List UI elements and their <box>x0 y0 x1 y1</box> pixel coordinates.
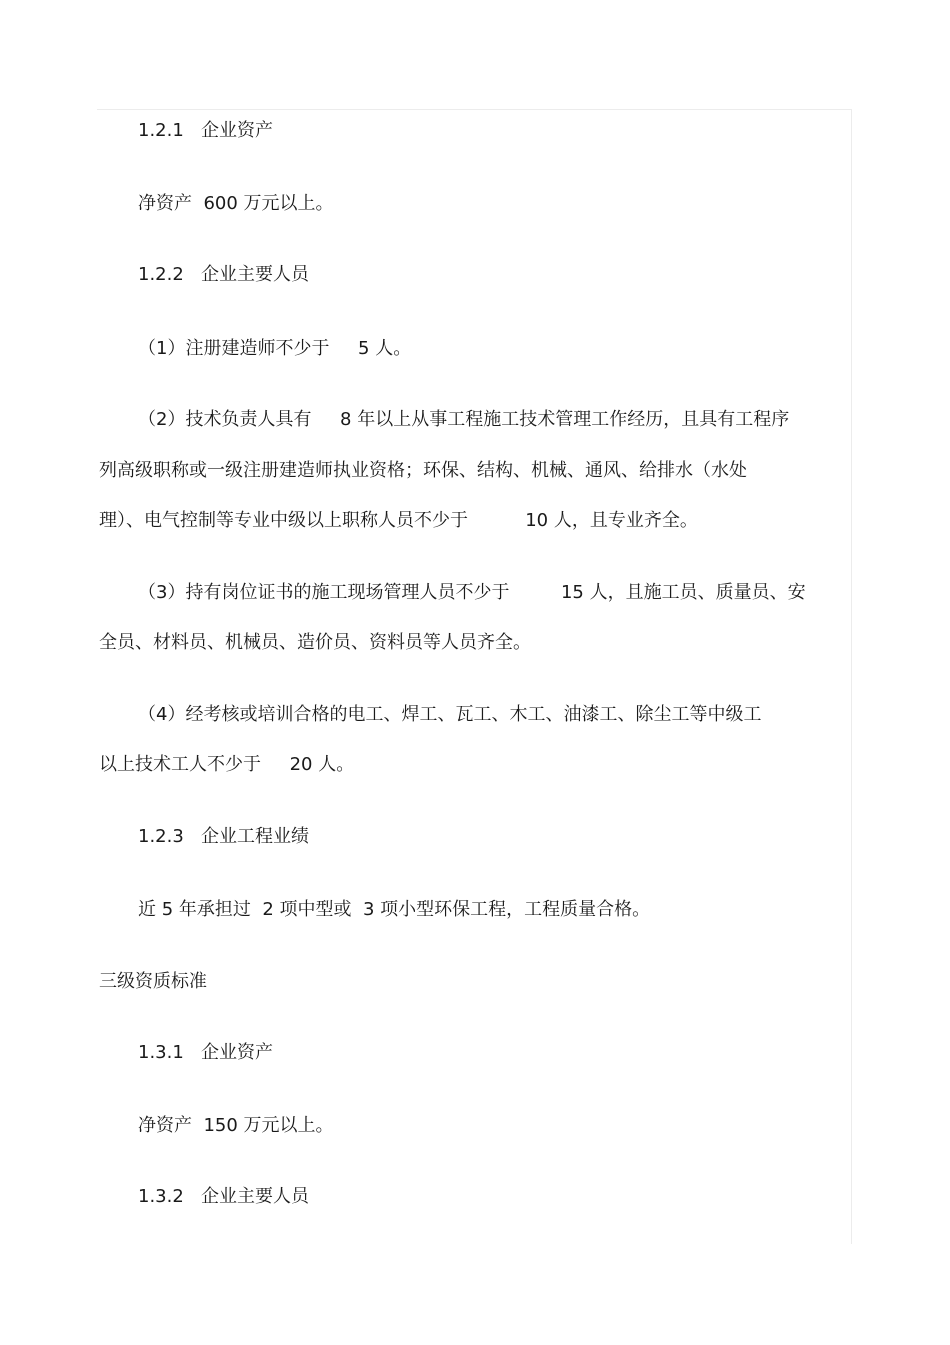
section-heading-1-2-1: 1.2.1 企业资产 <box>138 120 273 141</box>
paragraph-net-assets-600: 净资产 600 万元以上。 <box>138 193 334 214</box>
list-item-2-line-3: 理）、电气控制等专业中级以上职称人员不少于 10 人，且专业齐全。 <box>99 510 698 531</box>
section-heading-1-2-3: 1.2.3 企业工程业绩 <box>138 826 309 847</box>
section-heading-1-2-2: 1.2.2 企业主要人员 <box>138 264 309 285</box>
list-item-4-line-2: 以上技术工人不少于 20 人。 <box>99 754 355 775</box>
section-heading-1-3-1: 1.3.1 企业资产 <box>138 1042 273 1063</box>
page-frame-top-border <box>97 109 852 110</box>
paragraph-project-record: 近 5 年承担过 2 项中型或 3 项小型环保工程，工程质量合格。 <box>138 899 651 920</box>
list-item-3-line-2: 全员、材料员、机械员、造价员、资料员等人员齐全。 <box>99 632 531 653</box>
list-item-2-line-1: （2）技术负责人具有 8 年以上从事工程施工技术管理工作经历，且具有工程序 <box>138 409 790 430</box>
paragraph-net-assets-150: 净资产 150 万元以上。 <box>138 1115 334 1136</box>
list-item-4-line-1: （4）经考核或培训合格的电工、焊工、瓦工、木工、油漆工、除尘工等中级工 <box>138 704 762 725</box>
section-heading-1-3-2: 1.3.2 企业主要人员 <box>138 1186 309 1207</box>
list-item-2-line-2: 列高级职称或一级注册建造师执业资格；环保、结构、机械、通风、给排水（水处 <box>99 460 747 481</box>
heading-grade-three-standard: 三级资质标准 <box>99 971 207 992</box>
list-item-3-line-1: （3）持有岗位证书的施工现场管理人员不少于 15 人，且施工员、质量员、安 <box>138 582 806 603</box>
page-frame-right-border <box>851 109 852 1244</box>
list-item-1: （1）注册建造师不少于 5 人。 <box>138 338 412 359</box>
